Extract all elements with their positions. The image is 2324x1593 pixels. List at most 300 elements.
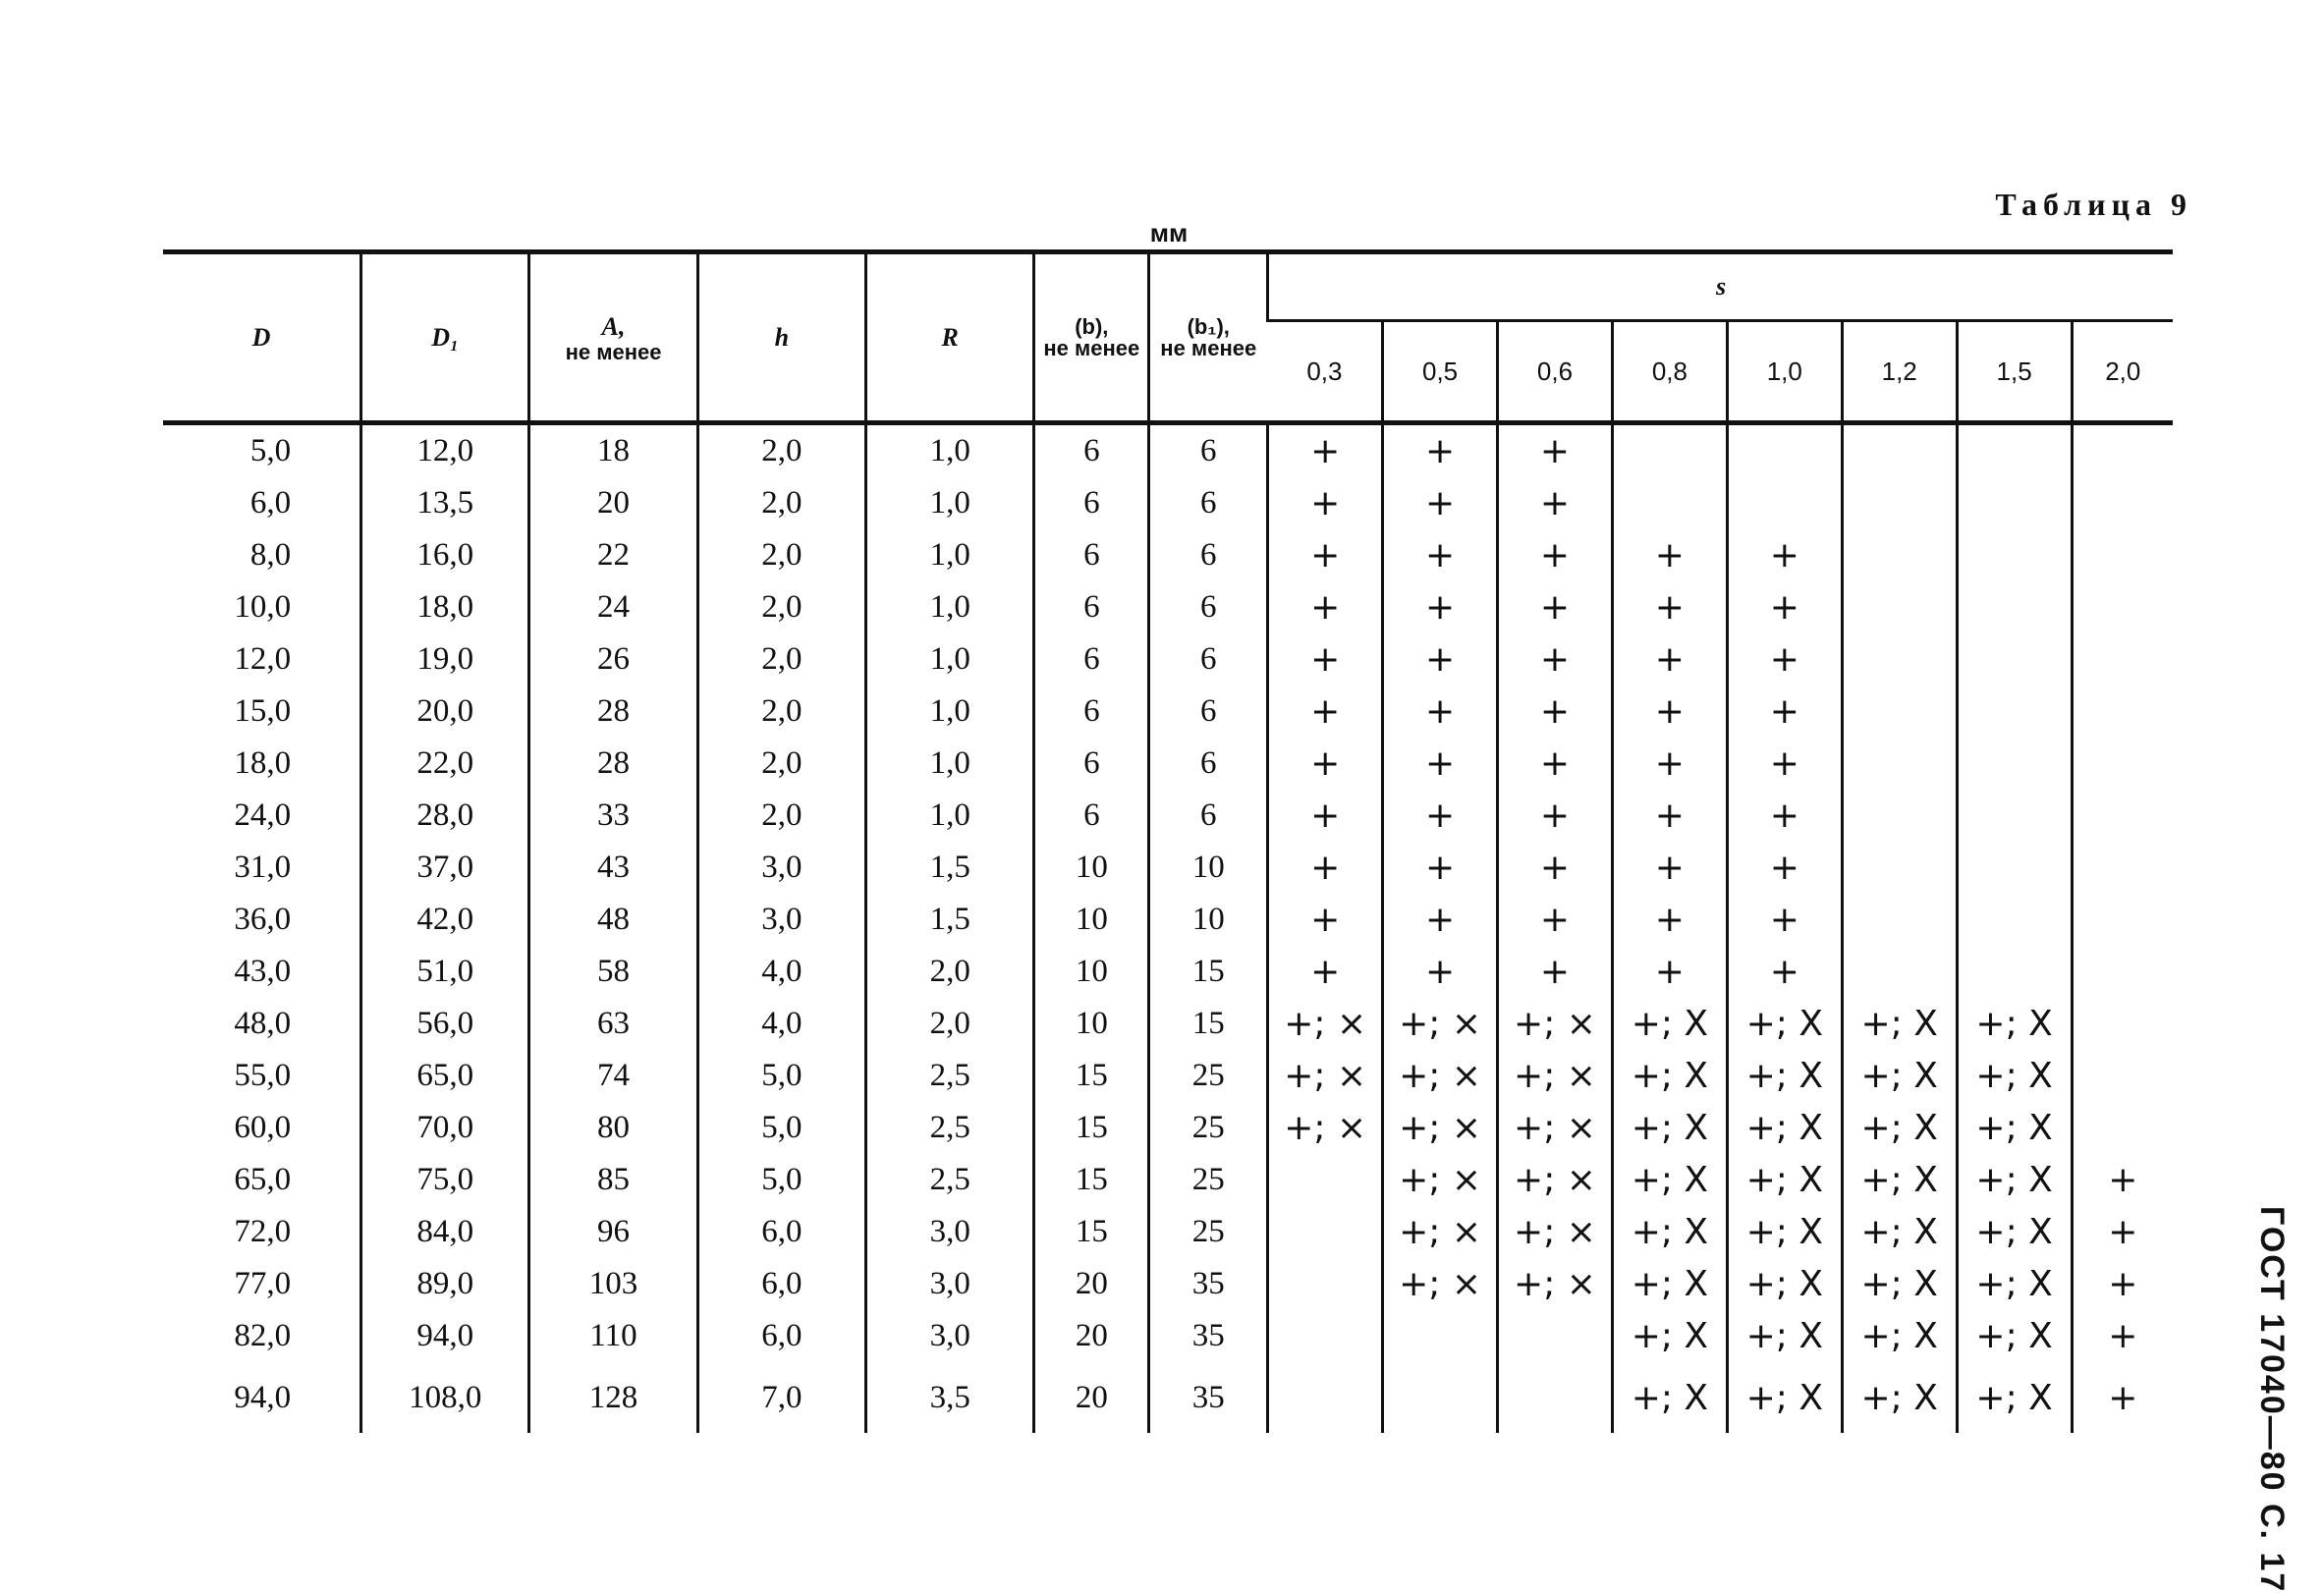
cell-s-mark: +; X	[1612, 998, 1727, 1050]
cell-s-mark	[1612, 423, 1727, 478]
cell-s-mark	[1957, 686, 2072, 738]
header-D: D	[163, 252, 361, 423]
cell-s-mark	[2072, 581, 2173, 633]
cell-b1: 6	[1149, 423, 1268, 478]
cell-b1: 25	[1149, 1050, 1268, 1102]
cell-s-mark	[1957, 477, 2072, 529]
table-row	[163, 842, 2173, 894]
cell-b: 6	[1034, 477, 1149, 529]
cell-s-mark: +	[1268, 581, 1383, 633]
cell-s-mark: +; X	[1842, 1206, 1957, 1258]
cell-h: 3,0	[697, 894, 865, 946]
cell-b: 6	[1034, 633, 1149, 686]
cell-s-mark	[1842, 686, 1957, 738]
cell-D1: 13,5	[361, 477, 529, 529]
cell-b: 6	[1034, 686, 1149, 738]
cell-s-mark: +	[1612, 686, 1727, 738]
cell-b1: 15	[1149, 998, 1268, 1050]
cell-s-mark	[1268, 1258, 1383, 1310]
cell-D1: 22,0	[361, 738, 529, 790]
cell-s-mark: +; ×	[1383, 1102, 1498, 1154]
cell-s-mark: +; ×	[1383, 1154, 1498, 1206]
cell-s-mark: +; X	[1612, 1102, 1727, 1154]
cell-s-mark	[2072, 790, 2173, 842]
cell-s-mark: +; ×	[1383, 1258, 1498, 1310]
cell-s-mark: +; X	[1957, 1310, 2072, 1362]
cell-A: 43	[529, 842, 697, 894]
cell-h: 2,0	[697, 423, 865, 478]
table-row	[163, 529, 2173, 581]
cell-A: 18	[529, 423, 697, 478]
cell-s-mark	[1268, 1362, 1383, 1433]
cell-A: 20	[529, 477, 697, 529]
cell-A: 74	[529, 1050, 697, 1102]
header-s-value: 0,3	[1268, 321, 1383, 423]
cell-s-mark	[1727, 423, 1842, 478]
cell-R: 3,0	[866, 1206, 1034, 1258]
table-number-label: Таблица 9	[1995, 187, 2192, 222]
cell-D: 94,0	[234, 1379, 292, 1415]
cell-h: 6,0	[697, 1310, 865, 1362]
cell-s-mark	[2072, 894, 2173, 946]
cell-s-mark: +	[1383, 686, 1498, 738]
cell-s-mark	[1957, 423, 2072, 478]
cell-D1: 108,0	[361, 1362, 529, 1433]
cell-s-mark: +	[1268, 686, 1383, 738]
cell-h: 4,0	[697, 946, 865, 998]
cell-D1: 56,0	[361, 998, 529, 1050]
cell-R: 1,0	[866, 790, 1034, 842]
cell-R: 1,0	[866, 686, 1034, 738]
cell-D: 31,0	[234, 850, 292, 885]
cell-b: 10	[1034, 946, 1149, 998]
cell-b1: 6	[1149, 477, 1268, 529]
cell-s-mark	[1842, 946, 1957, 998]
cell-s-mark: +	[1727, 581, 1842, 633]
cell-s-mark: +	[1498, 946, 1613, 998]
table-row	[163, 1310, 2173, 1362]
cell-R: 1,5	[866, 894, 1034, 946]
cell-D1: 75,0	[361, 1154, 529, 1206]
cell-s-mark: +	[1268, 738, 1383, 790]
table-body	[163, 423, 2173, 1434]
cell-R: 2,0	[866, 998, 1034, 1050]
cell-b1: 25	[1149, 1206, 1268, 1258]
cell-s-mark: +	[1498, 738, 1613, 790]
cell-A: 26	[529, 633, 697, 686]
cell-s-mark: +	[1498, 477, 1613, 529]
cell-s-mark: +; X	[1842, 1050, 1957, 1102]
cell-A: 103	[529, 1258, 697, 1310]
cell-s-mark: +; X	[1612, 1154, 1727, 1206]
cell-b1: 6	[1149, 581, 1268, 633]
table-row	[163, 1154, 2173, 1206]
header-b	[1034, 252, 1149, 423]
cell-s-mark: +	[1268, 946, 1383, 998]
cell-h: 6,0	[697, 1206, 865, 1258]
cell-R: 2,5	[866, 1154, 1034, 1206]
cell-D: 18,0	[234, 745, 292, 781]
cell-s-mark: +	[2072, 1310, 2173, 1362]
cell-s-mark: +; ×	[1498, 1154, 1613, 1206]
cell-s-mark: +; X	[1957, 1206, 2072, 1258]
cell-D1: 84,0	[361, 1206, 529, 1258]
header-s-value: 2,0	[2072, 321, 2173, 423]
table-row	[163, 946, 2173, 998]
header-s: s	[1268, 252, 2173, 321]
cell-s-mark: +; X	[1842, 1102, 1957, 1154]
cell-s-mark: +; X	[1727, 1206, 1842, 1258]
cell-b1: 35	[1149, 1258, 1268, 1310]
cell-b: 6	[1034, 738, 1149, 790]
standard-page-stamp: ГОСТ 17040—80 С. 17	[2253, 1206, 2291, 1593]
cell-s-mark	[1842, 842, 1957, 894]
cell-D1: 70,0	[361, 1102, 529, 1154]
cell-s-mark: +	[1383, 894, 1498, 946]
cell-D: 72,0	[234, 1214, 292, 1249]
header-b-note: не менее	[1043, 335, 1140, 360]
cell-b1: 15	[1149, 946, 1268, 998]
dimension-table	[163, 249, 2173, 1433]
cell-b1: 10	[1149, 842, 1268, 894]
cell-R: 2,0	[866, 946, 1034, 998]
cell-s-mark: +; X	[1842, 1154, 1957, 1206]
cell-s-mark: +; X	[1612, 1206, 1727, 1258]
table-row	[163, 1362, 2173, 1433]
cell-b1: 6	[1149, 529, 1268, 581]
cell-s-mark: +	[1383, 529, 1498, 581]
table-row	[163, 581, 2173, 633]
cell-h: 2,0	[697, 790, 865, 842]
cell-D: 8,0	[249, 537, 292, 573]
cell-A: 58	[529, 946, 697, 998]
cell-s-mark	[2072, 998, 2173, 1050]
cell-D: 48,0	[234, 1006, 292, 1041]
cell-h: 3,0	[697, 842, 865, 894]
cell-s-mark	[2072, 842, 2173, 894]
cell-h: 2,0	[697, 529, 865, 581]
cell-s-mark: +	[1727, 633, 1842, 686]
cell-b1: 6	[1149, 633, 1268, 686]
cell-s-mark: +	[1498, 633, 1613, 686]
cell-b1: 35	[1149, 1362, 1268, 1433]
cell-s-mark: +; X	[1612, 1362, 1727, 1433]
cell-s-mark	[2072, 1102, 2173, 1154]
cell-s-mark: +	[1612, 790, 1727, 842]
cell-D: 65,0	[234, 1162, 292, 1197]
cell-b1: 6	[1149, 790, 1268, 842]
header-R: R	[866, 252, 1034, 423]
cell-s-mark	[1957, 790, 2072, 842]
cell-s-mark	[1842, 738, 1957, 790]
cell-s-mark	[2072, 477, 2173, 529]
header-s-value: 1,5	[1957, 321, 2072, 423]
cell-D1: 51,0	[361, 946, 529, 998]
cell-h: 2,0	[697, 738, 865, 790]
cell-h: 2,0	[697, 686, 865, 738]
cell-b1: 25	[1149, 1102, 1268, 1154]
cell-s-mark: +; ×	[1498, 1050, 1613, 1102]
cell-A: 28	[529, 686, 697, 738]
cell-D: 12,0	[234, 641, 292, 677]
cell-R: 2,5	[866, 1050, 1034, 1102]
cell-s-mark: +	[1268, 633, 1383, 686]
cell-D: 77,0	[234, 1266, 292, 1301]
header-s-value: 1,0	[1727, 321, 1842, 423]
cell-s-mark: +; ×	[1498, 1258, 1613, 1310]
cell-b1: 25	[1149, 1154, 1268, 1206]
dimension-table-container	[163, 249, 2173, 1507]
cell-s-mark	[1842, 894, 1957, 946]
cell-D1: 20,0	[361, 686, 529, 738]
cell-s-mark: +; X	[1842, 1362, 1957, 1433]
cell-s-mark: +; X	[1842, 1310, 1957, 1362]
cell-h: 2,0	[697, 477, 865, 529]
unit-label: мм	[1149, 218, 1189, 247]
cell-s-mark	[2072, 1050, 2173, 1102]
cell-s-mark: +	[1612, 738, 1727, 790]
cell-s-mark	[1842, 790, 1957, 842]
table-row	[163, 1206, 2173, 1258]
cell-D: 60,0	[234, 1110, 292, 1145]
cell-s-mark: +; ×	[1383, 998, 1498, 1050]
cell-s-mark: +	[1383, 946, 1498, 998]
cell-s-mark: +	[1383, 633, 1498, 686]
cell-D: 15,0	[234, 693, 292, 729]
cell-s-mark: +; X	[1957, 1050, 2072, 1102]
cell-s-mark: +; ×	[1383, 1206, 1498, 1258]
table-row	[163, 686, 2173, 738]
cell-D: 5,0	[249, 433, 292, 468]
table-row	[163, 738, 2173, 790]
cell-A: 85	[529, 1154, 697, 1206]
cell-s-mark: +	[1612, 633, 1727, 686]
cell-s-mark: +	[1498, 581, 1613, 633]
cell-s-mark: +	[1612, 842, 1727, 894]
cell-s-mark	[1498, 1310, 1613, 1362]
cell-D1: 94,0	[361, 1310, 529, 1362]
cell-b: 15	[1034, 1050, 1149, 1102]
cell-b1: 10	[1149, 894, 1268, 946]
cell-s-mark: +; X	[1727, 1050, 1842, 1102]
cell-A: 22	[529, 529, 697, 581]
cell-h: 5,0	[697, 1050, 865, 1102]
cell-b: 6	[1034, 790, 1149, 842]
cell-s-mark: +; X	[1957, 1154, 2072, 1206]
cell-R: 3,0	[866, 1310, 1034, 1362]
cell-s-mark	[1842, 633, 1957, 686]
cell-s-mark: +	[1268, 790, 1383, 842]
cell-s-mark	[1268, 1310, 1383, 1362]
cell-s-mark	[1383, 1310, 1498, 1362]
cell-s-mark: +	[1498, 686, 1613, 738]
cell-D: 24,0	[234, 797, 292, 833]
cell-R: 2,5	[866, 1102, 1034, 1154]
cell-s-mark: +; X	[1727, 1102, 1842, 1154]
cell-s-mark: +; ×	[1498, 1206, 1613, 1258]
cell-R: 1,0	[866, 581, 1034, 633]
cell-s-mark	[2072, 738, 2173, 790]
cell-s-mark: +; ×	[1498, 998, 1613, 1050]
cell-D1: 89,0	[361, 1258, 529, 1310]
table-row	[163, 1050, 2173, 1102]
cell-s-mark: +	[1268, 423, 1383, 478]
table-row	[163, 790, 2173, 842]
cell-D1: 42,0	[361, 894, 529, 946]
cell-s-mark: +	[1727, 946, 1842, 998]
cell-s-mark: +; X	[1957, 998, 2072, 1050]
cell-D1: 65,0	[361, 1050, 529, 1102]
cell-b: 10	[1034, 894, 1149, 946]
header-b1	[1149, 252, 1268, 423]
cell-R: 1,0	[866, 477, 1034, 529]
cell-s-mark	[1957, 529, 2072, 581]
cell-b: 15	[1034, 1206, 1149, 1258]
cell-s-mark	[2072, 686, 2173, 738]
cell-s-mark	[1383, 1362, 1498, 1433]
table-row	[163, 1258, 2173, 1310]
header-s-value: 0,5	[1383, 321, 1498, 423]
cell-D: 43,0	[234, 954, 292, 989]
cell-s-mark: +	[1268, 477, 1383, 529]
cell-h: 2,0	[697, 633, 865, 686]
cell-A: 33	[529, 790, 697, 842]
header-A	[529, 252, 697, 423]
cell-b1: 6	[1149, 738, 1268, 790]
cell-s-mark: +	[1612, 946, 1727, 998]
cell-b: 10	[1034, 998, 1149, 1050]
cell-s-mark: +; X	[1612, 1258, 1727, 1310]
cell-s-mark	[1268, 1206, 1383, 1258]
cell-s-mark: +; ×	[1498, 1102, 1613, 1154]
cell-s-mark: +	[1727, 686, 1842, 738]
cell-s-mark	[1957, 633, 2072, 686]
table-row	[163, 998, 2173, 1050]
cell-s-mark: +	[1498, 842, 1613, 894]
cell-s-mark: +	[1383, 842, 1498, 894]
header-b1-note: не менее	[1160, 335, 1257, 360]
cell-s-mark: +; X	[1727, 1310, 1842, 1362]
cell-s-mark: +	[1383, 423, 1498, 478]
table-row	[163, 477, 2173, 529]
cell-s-mark: +	[1498, 894, 1613, 946]
cell-s-mark: +	[2072, 1258, 2173, 1310]
cell-D1: 19,0	[361, 633, 529, 686]
cell-R: 1,0	[866, 423, 1034, 478]
header-b1-symbol: (b₁),	[1187, 313, 1230, 339]
cell-s-mark: +	[1268, 894, 1383, 946]
cell-s-mark	[1957, 946, 2072, 998]
cell-s-mark: +; X	[1612, 1050, 1727, 1102]
cell-s-mark: +; X	[1727, 998, 1842, 1050]
cell-D: 82,0	[234, 1318, 292, 1353]
cell-s-mark: +	[1383, 738, 1498, 790]
cell-D: 36,0	[234, 902, 292, 937]
cell-h: 6,0	[697, 1258, 865, 1310]
cell-D1: 12,0	[361, 423, 529, 478]
cell-s-mark: +	[1498, 423, 1613, 478]
cell-s-mark	[1842, 581, 1957, 633]
cell-D: 55,0	[234, 1058, 292, 1093]
cell-D1: 16,0	[361, 529, 529, 581]
cell-s-mark	[1957, 842, 2072, 894]
header-s-value: 0,8	[1612, 321, 1727, 423]
table-row	[163, 894, 2173, 946]
cell-s-mark: +	[1727, 529, 1842, 581]
cell-s-mark	[1842, 477, 1957, 529]
cell-s-mark: +; X	[1727, 1362, 1842, 1433]
cell-h: 2,0	[697, 581, 865, 633]
cell-b1: 35	[1149, 1310, 1268, 1362]
cell-s-mark: +	[2072, 1362, 2173, 1433]
cell-s-mark	[1498, 1362, 1613, 1433]
cell-s-mark	[1842, 423, 1957, 478]
cell-A: 80	[529, 1102, 697, 1154]
cell-s-mark	[1842, 529, 1957, 581]
cell-s-mark	[2072, 423, 2173, 478]
cell-s-mark: +; X	[1727, 1258, 1842, 1310]
table-row	[163, 633, 2173, 686]
cell-s-mark: +; ×	[1383, 1050, 1498, 1102]
cell-s-mark	[1957, 738, 2072, 790]
cell-s-mark	[1957, 894, 2072, 946]
cell-A: 63	[529, 998, 697, 1050]
cell-R: 1,0	[866, 529, 1034, 581]
cell-s-mark: +; ×	[1268, 1050, 1383, 1102]
cell-b: 20	[1034, 1310, 1149, 1362]
header-A-note: не менее	[565, 339, 662, 364]
cell-s-mark: +	[1268, 529, 1383, 581]
cell-A: 96	[529, 1206, 697, 1258]
cell-b: 20	[1034, 1258, 1149, 1310]
header-D1: D₁	[361, 252, 529, 423]
cell-s-mark: +	[1612, 894, 1727, 946]
cell-s-mark: +; ×	[1268, 998, 1383, 1050]
cell-A: 128	[529, 1362, 697, 1433]
cell-D: 6,0	[249, 485, 292, 521]
cell-R: 3,5	[866, 1362, 1034, 1433]
cell-s-mark: +; X	[1842, 1258, 1957, 1310]
cell-b: 6	[1034, 423, 1149, 478]
cell-s-mark: +	[1383, 477, 1498, 529]
cell-s-mark: +	[1612, 581, 1727, 633]
cell-h: 5,0	[697, 1102, 865, 1154]
header-s-value: 1,2	[1842, 321, 1957, 423]
cell-s-mark	[1268, 1154, 1383, 1206]
cell-D1: 18,0	[361, 581, 529, 633]
cell-s-mark: +	[1727, 894, 1842, 946]
cell-s-mark: +; X	[1957, 1362, 2072, 1433]
cell-b: 15	[1034, 1154, 1149, 1206]
cell-s-mark: +	[1727, 790, 1842, 842]
cell-b: 6	[1034, 529, 1149, 581]
cell-A: 48	[529, 894, 697, 946]
table-row	[163, 1102, 2173, 1154]
cell-b: 10	[1034, 842, 1149, 894]
cell-s-mark: +	[1268, 842, 1383, 894]
cell-h: 5,0	[697, 1154, 865, 1206]
cell-s-mark	[1957, 581, 2072, 633]
cell-s-mark: +; X	[1612, 1310, 1727, 1362]
cell-A: 28	[529, 738, 697, 790]
cell-h: 4,0	[697, 998, 865, 1050]
cell-R: 1,0	[866, 738, 1034, 790]
header-s-value: 0,6	[1498, 321, 1613, 423]
cell-s-mark: +	[1383, 790, 1498, 842]
cell-b1: 6	[1149, 686, 1268, 738]
cell-h: 7,0	[697, 1362, 865, 1433]
cell-A: 110	[529, 1310, 697, 1362]
